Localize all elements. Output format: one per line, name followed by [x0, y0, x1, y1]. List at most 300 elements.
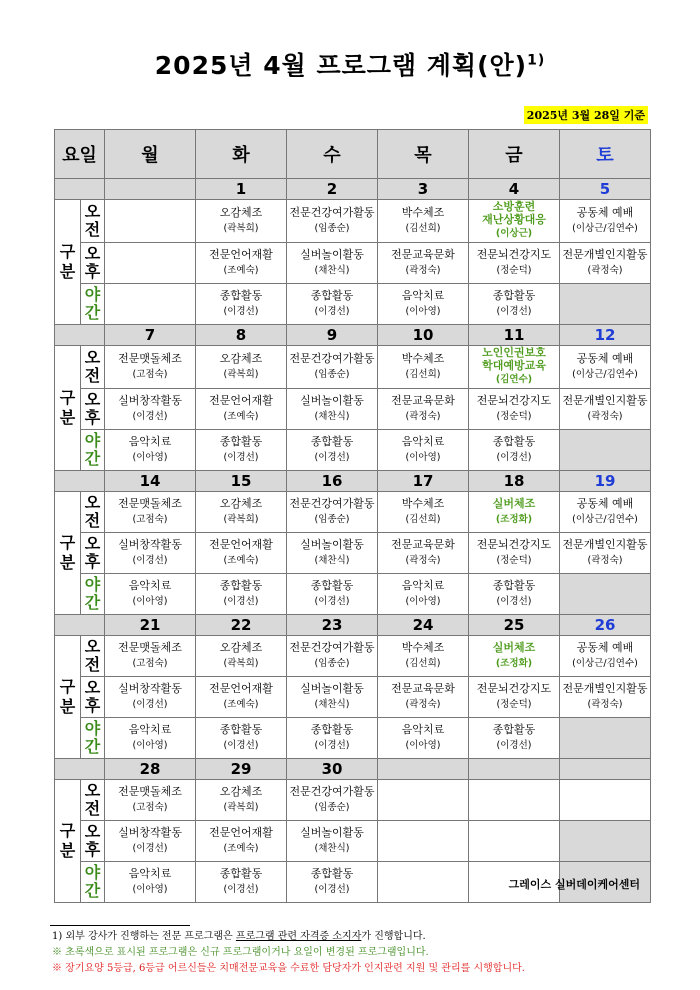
instructor-name: (이경선): [314, 596, 350, 607]
program-cell: [469, 200, 560, 243]
program-cell: [287, 574, 378, 615]
program-cell: [105, 862, 196, 903]
program-cell: [196, 636, 287, 677]
instructor-name: (곽정숙): [587, 699, 623, 710]
program-name: 실버놀이활동: [300, 538, 364, 551]
program-cell: [378, 346, 469, 389]
program-cell: [196, 718, 287, 759]
header-row: [55, 130, 651, 179]
program-name: 종합활동: [219, 723, 263, 736]
program-cell: [287, 780, 378, 821]
program-name: 실버놀이활동: [300, 826, 364, 839]
period-row-pm: [55, 243, 651, 284]
instructor-name: (고점숙): [132, 369, 168, 380]
date-row: [55, 471, 651, 492]
program-cell: [560, 430, 651, 471]
instructor-name: (고점숙): [132, 514, 168, 525]
instructor-name: (이경선): [132, 555, 168, 566]
instructor-name: (조정화): [495, 658, 533, 669]
program-cell: [560, 636, 651, 677]
program-name: 전문교육문화: [391, 538, 455, 551]
program-name: 종합활동: [310, 723, 354, 736]
program-cell: [196, 780, 287, 821]
program-cell: [560, 389, 651, 430]
program-cell: [469, 284, 560, 325]
program-cell: [196, 821, 287, 862]
gubun-label: 구 분: [55, 346, 81, 471]
date-cell: 16: [287, 471, 378, 492]
program-name: 실버창작활동: [118, 826, 182, 839]
program-name: 전문언어재활: [209, 394, 273, 407]
instructor-name: (조정화): [495, 514, 533, 525]
program-cell: [287, 389, 378, 430]
page-title: [0, 46, 700, 82]
footnotes: [52, 929, 525, 977]
program-name: 박수체조: [401, 497, 445, 510]
period-label-am: 오 전: [81, 780, 105, 821]
program-name: 전문언어재활: [209, 826, 273, 839]
date-row-spacer: [55, 759, 105, 780]
instructor-name: (채찬식): [314, 411, 350, 422]
program-cell: [560, 718, 651, 759]
period-label-night: 야 간: [81, 862, 105, 903]
program-cell: [378, 533, 469, 574]
date-row-spacer: [55, 179, 105, 200]
date-cell: 10: [378, 325, 469, 346]
program-name: 종합활동: [492, 435, 536, 448]
program-name: 공동체 예배: [576, 497, 634, 510]
program-name: 박수체조: [401, 352, 445, 365]
program-name: 음악치료: [401, 723, 445, 736]
footnote-green-note: ※ 초록색으로 표시된 프로그램은 신규 프로그램이거나 요일이 변경된 프로그램입니다.: [52, 947, 429, 958]
program-cell: [287, 636, 378, 677]
date-cell: [469, 759, 560, 780]
program-cell: [196, 574, 287, 615]
date-cell: 24: [378, 615, 469, 636]
program-name: 공동체 예배: [576, 641, 634, 654]
program-name: 종합활동: [219, 289, 263, 302]
date-row: [55, 615, 651, 636]
footnote-1-underlined: 프로그램 관련 자격증 소지자: [235, 931, 362, 942]
date-cell: [105, 179, 196, 200]
program-cell: [105, 492, 196, 533]
instructor-name: (채찬식): [314, 555, 350, 566]
instructor-name: (곽정숙): [405, 411, 441, 422]
instructor-name: (김선희): [405, 514, 441, 525]
instructor-name: (채찬식): [314, 265, 350, 276]
program-cell: [469, 574, 560, 615]
program-name: 음악치료: [128, 723, 172, 736]
program-name: 전문건강여가활동: [289, 641, 375, 654]
date-cell: 4: [469, 179, 560, 200]
program-name: 종합활동: [492, 723, 536, 736]
footnote-1: [52, 929, 525, 945]
program-cell: [469, 389, 560, 430]
date-cell: 7: [105, 325, 196, 346]
date-cell: 12: [560, 325, 651, 346]
instructor-name: (이상근/김연수): [572, 514, 638, 525]
program-name: 소방훈련 재난상황대응: [482, 200, 546, 226]
header-day-label: 요일: [55, 130, 105, 179]
date-cell: 23: [287, 615, 378, 636]
instructor-name: (이경선): [223, 740, 259, 751]
instructor-name: (조예숙): [223, 555, 259, 566]
program-name: 오감체조: [219, 206, 263, 219]
period-label-am: 오 전: [81, 492, 105, 533]
instructor-name: (임종순): [314, 514, 350, 525]
period-row-pm: [55, 533, 651, 574]
program-cell: [287, 346, 378, 389]
program-name: 전문언어재활: [209, 682, 273, 695]
period-row-am: [55, 346, 651, 389]
footnote-1-suffix: 가 진행합니다.: [361, 931, 426, 942]
program-cell: [287, 200, 378, 243]
program-name: 실버창작활동: [118, 682, 182, 695]
date-cell: 19: [560, 471, 651, 492]
program-name: 실버놀이활동: [300, 248, 364, 261]
program-cell: [378, 780, 469, 821]
period-label-am: 오 전: [81, 200, 105, 243]
program-name: 전문건강여가활동: [289, 206, 375, 219]
instructor-name: (곽복희): [223, 369, 259, 380]
date-cell: 18: [469, 471, 560, 492]
schedule-table: [54, 129, 651, 903]
instructor-name: (이경선): [314, 740, 350, 751]
instructor-name: (김연수): [495, 374, 533, 385]
program-cell: [287, 533, 378, 574]
gubun-label: 구 분: [55, 636, 81, 759]
program-name: 전문맷돌체조: [118, 497, 182, 510]
program-name: 전문건강여가활동: [289, 785, 375, 798]
instructor-name: (곽정숙): [405, 265, 441, 276]
instructor-name: (이아영): [405, 452, 441, 463]
instructor-name: (이상근): [495, 228, 533, 239]
program-cell: [105, 574, 196, 615]
instructor-name: (이경선): [496, 306, 532, 317]
period-label-night: 야 간: [81, 574, 105, 615]
date-cell: [560, 759, 651, 780]
program-cell: [469, 243, 560, 284]
program-cell: [378, 821, 469, 862]
program-cell: [196, 533, 287, 574]
program-cell: [105, 243, 196, 284]
program-cell: [560, 780, 651, 821]
program-cell: [378, 492, 469, 533]
program-cell: [105, 389, 196, 430]
program-cell: [560, 574, 651, 615]
instructor-name: (이경선): [132, 843, 168, 854]
program-name: 종합활동: [492, 289, 536, 302]
date-cell: 25: [469, 615, 560, 636]
period-label-night: 야 간: [81, 284, 105, 325]
gubun-label: 구 분: [55, 200, 81, 325]
program-cell: [196, 862, 287, 903]
program-cell: [378, 200, 469, 243]
program-cell: [196, 677, 287, 718]
instructor-name: (이경선): [223, 884, 259, 895]
date-cell: 26: [560, 615, 651, 636]
program-name: 실버창작활동: [118, 394, 182, 407]
program-name: 전문뇌건강지도: [476, 682, 552, 695]
program-cell: [105, 430, 196, 471]
instructor-name: (이아영): [405, 596, 441, 607]
program-cell: [287, 430, 378, 471]
instructor-name: (김선희): [405, 223, 441, 234]
program-cell: [560, 243, 651, 284]
program-name: 실버놀이활동: [300, 394, 364, 407]
instructor-name: (임종순): [314, 658, 350, 669]
date-cell: 29: [196, 759, 287, 780]
program-name: 실버체조: [492, 497, 536, 510]
program-cell: [105, 200, 196, 243]
program-cell: [105, 284, 196, 325]
program-name: 전문건강여가활동: [289, 497, 375, 510]
program-name: 전문언어재활: [209, 538, 273, 551]
instructor-name: (조예숙): [223, 699, 259, 710]
period-label-night: 야 간: [81, 718, 105, 759]
period-row-pm: [55, 389, 651, 430]
program-cell: [378, 243, 469, 284]
program-cell: [287, 677, 378, 718]
instructor-name: (이경선): [223, 596, 259, 607]
period-row-am: [55, 780, 651, 821]
instructor-name: (이경선): [132, 699, 168, 710]
program-name: 종합활동: [310, 867, 354, 880]
program-name: 종합활동: [219, 867, 263, 880]
instructor-name: (이상근/김연수): [572, 658, 638, 669]
instructor-name: (이경선): [132, 411, 168, 422]
gubun-label: 구 분: [55, 780, 81, 903]
instructor-name: (곽정숙): [587, 555, 623, 566]
instructor-name: (이상근/김연수): [572, 369, 638, 380]
instructor-name: (곽정숙): [587, 411, 623, 422]
program-name: 종합활동: [310, 289, 354, 302]
period-row-pm: [55, 821, 651, 862]
instructor-name: (곽정숙): [405, 699, 441, 710]
program-cell: [196, 346, 287, 389]
date-cell: [378, 759, 469, 780]
program-cell: [469, 346, 560, 389]
instructor-name: (이경선): [314, 452, 350, 463]
program-name: 종합활동: [492, 579, 536, 592]
header-mon: 월: [105, 130, 196, 179]
period-row-pm: [55, 677, 651, 718]
program-name: 음악치료: [128, 579, 172, 592]
date-row-spacer: [55, 471, 105, 492]
date-row-spacer: [55, 325, 105, 346]
instructor-name: (김선희): [405, 658, 441, 669]
program-cell: [196, 243, 287, 284]
period-label-am: 오 전: [81, 346, 105, 389]
instructor-name: (채찬식): [314, 843, 350, 854]
program-cell: [287, 862, 378, 903]
instructor-name: (곽복희): [223, 802, 259, 813]
instructor-name: (정순덕): [496, 555, 532, 566]
instructor-name: (김선희): [405, 369, 441, 380]
program-cell: [287, 718, 378, 759]
period-row-am: [55, 200, 651, 243]
instructor-name: (곽정숙): [405, 555, 441, 566]
instructor-name: (조예숙): [223, 411, 259, 422]
program-cell: [469, 718, 560, 759]
program-name: 전문건강여가활동: [289, 352, 375, 365]
header-thu: 목: [378, 130, 469, 179]
program-name: 전문교육문화: [391, 394, 455, 407]
instructor-name: (고점숙): [132, 658, 168, 669]
program-cell: [560, 346, 651, 389]
instructor-name: (이경선): [314, 306, 350, 317]
program-name: 종합활동: [310, 579, 354, 592]
program-name: 전문개별인지활동: [562, 538, 648, 551]
instructor-name: (곽복희): [223, 223, 259, 234]
program-cell: [378, 718, 469, 759]
program-cell: [469, 780, 560, 821]
program-name: 오감체조: [219, 497, 263, 510]
program-name: 공동체 예배: [576, 206, 634, 219]
instructor-name: (이아영): [132, 740, 168, 751]
program-cell: [287, 492, 378, 533]
program-name: 오감체조: [219, 352, 263, 365]
instructor-name: (정순덕): [496, 411, 532, 422]
period-row-night: [55, 574, 651, 615]
header-fri: 금: [469, 130, 560, 179]
period-row-am: [55, 636, 651, 677]
program-name: 박수체조: [401, 206, 445, 219]
date-cell: 15: [196, 471, 287, 492]
program-cell: [196, 492, 287, 533]
program-cell: [469, 533, 560, 574]
instructor-name: (이경선): [496, 452, 532, 463]
date-cell: 9: [287, 325, 378, 346]
footnote-1-prefix: 1) 외부 강사가 진행하는 전문 프로그램은: [52, 931, 236, 942]
program-name: 오감체조: [219, 641, 263, 654]
footnote-divider: [50, 925, 190, 926]
program-cell: [105, 533, 196, 574]
program-cell: [287, 284, 378, 325]
instructor-name: (곽정숙): [587, 265, 623, 276]
program-name: 전문뇌건강지도: [476, 248, 552, 261]
program-name: 전문맷돌체조: [118, 641, 182, 654]
instructor-name: (이경선): [496, 740, 532, 751]
program-name: 실버체조: [492, 641, 536, 654]
period-label-night: 야 간: [81, 430, 105, 471]
period-row-night: [55, 284, 651, 325]
instructor-name: (조예숙): [223, 843, 259, 854]
date-cell: 11: [469, 325, 560, 346]
date-cell: 8: [196, 325, 287, 346]
instructor-name: (이경선): [223, 452, 259, 463]
instructor-name: (이아영): [132, 884, 168, 895]
instructor-name: (이아영): [405, 306, 441, 317]
program-name: 음악치료: [128, 867, 172, 880]
program-cell: [469, 636, 560, 677]
date-cell: 14: [105, 471, 196, 492]
date-row: [55, 179, 651, 200]
program-cell: [560, 821, 651, 862]
program-name: 전문교육문화: [391, 682, 455, 695]
program-name: 음악치료: [401, 435, 445, 448]
program-name: 전문언어재활: [209, 248, 273, 261]
period-row-night: [55, 718, 651, 759]
header-tue: 화: [196, 130, 287, 179]
instructor-name: (채찬식): [314, 699, 350, 710]
program-cell: [196, 430, 287, 471]
date-cell: 3: [378, 179, 469, 200]
title-text: 2025년 4월 프로그램 계획(안): [154, 51, 528, 80]
instructor-name: (이경선): [496, 596, 532, 607]
instructor-name: (임종순): [314, 802, 350, 813]
program-cell: [378, 430, 469, 471]
instructor-name: (이아영): [132, 596, 168, 607]
period-label-am: 오 전: [81, 636, 105, 677]
instructor-name: (임종순): [314, 369, 350, 380]
program-name: 실버창작활동: [118, 538, 182, 551]
date-cell: 30: [287, 759, 378, 780]
instructor-name: (이경선): [223, 306, 259, 317]
program-name: 오감체조: [219, 785, 263, 798]
program-name: 종합활동: [310, 435, 354, 448]
program-cell: [105, 636, 196, 677]
program-cell: [560, 677, 651, 718]
instructor-name: (정순덕): [496, 699, 532, 710]
program-name: 종합활동: [219, 435, 263, 448]
program-cell: [105, 780, 196, 821]
program-cell: [196, 284, 287, 325]
instructor-name: (이아영): [405, 740, 441, 751]
program-cell: [560, 533, 651, 574]
program-cell: [105, 677, 196, 718]
program-cell: [196, 200, 287, 243]
program-name: 전문맷돌체조: [118, 785, 182, 798]
program-name: 전문개별인지활동: [562, 394, 648, 407]
instructor-name: (이아영): [132, 452, 168, 463]
date-cell: 28: [105, 759, 196, 780]
program-cell: [378, 284, 469, 325]
instructor-name: (이상근/김연수): [572, 223, 638, 234]
program-cell: [378, 389, 469, 430]
date-row: [55, 325, 651, 346]
program-cell: [196, 389, 287, 430]
program-name: 노인인권보호 학대예방교육: [482, 346, 546, 372]
program-name: 박수체조: [401, 641, 445, 654]
date-cell: 17: [378, 471, 469, 492]
program-cell: [560, 284, 651, 325]
program-cell: [378, 636, 469, 677]
center-name: 그레이스 실버데이케어센터: [508, 878, 640, 891]
period-label-pm: 오 후: [81, 821, 105, 862]
instructor-name: (이경선): [314, 884, 350, 895]
program-cell: [560, 200, 651, 243]
period-label-pm: 오 후: [81, 677, 105, 718]
program-cell: [469, 492, 560, 533]
period-label-pm: 오 후: [81, 243, 105, 284]
program-cell: [469, 430, 560, 471]
program-name: 음악치료: [401, 289, 445, 302]
header-wed: 수: [287, 130, 378, 179]
instructor-name: (곽복희): [223, 514, 259, 525]
program-cell: [105, 718, 196, 759]
instructor-name: (조예숙): [223, 265, 259, 276]
program-cell: [378, 574, 469, 615]
instructor-name: (곽복희): [223, 658, 259, 669]
instructor-name: (임종순): [314, 223, 350, 234]
program-name: 음악치료: [401, 579, 445, 592]
program-name: 전문뇌건강지도: [476, 538, 552, 551]
program-name: 음악치료: [128, 435, 172, 448]
instructor-name: (정순덕): [496, 265, 532, 276]
date-cell: 21: [105, 615, 196, 636]
title-footnote-mark: 1): [527, 52, 546, 69]
